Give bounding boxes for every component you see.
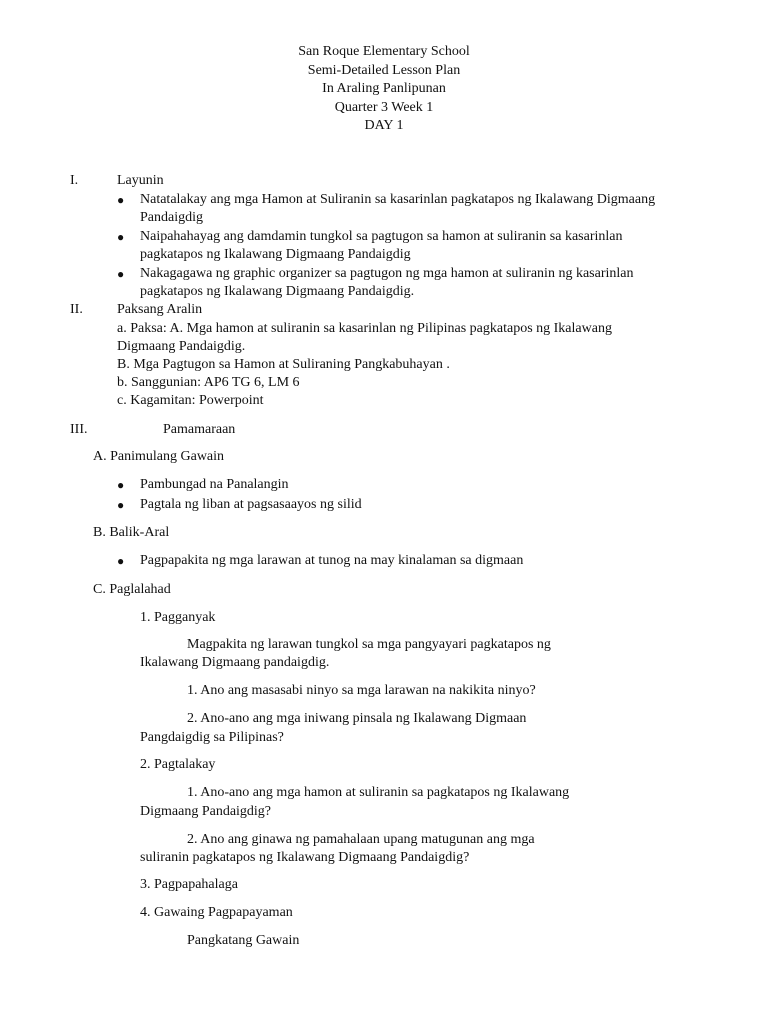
step-4-text: Pangkatang Gawain [187,933,300,948]
step-3-title: 3. Pagpapahalaga [140,877,238,892]
kagamitan-line: c. Kagamitan: Powerpoint [117,393,264,408]
step-2-question-1-line-1: 1. Ano-ano ang mga hamon at suliranin sa pagkatapos ng Ikalawang [187,785,570,800]
objective-3-line-2: pagkatapos ng Ikalawang Digmaang Pandaigdig. [140,284,415,299]
bullet-icon: ● [117,498,125,512]
step-1-text-line-1: Magpakita ng larawan tungkol sa mga pangyayari pagkatapos ng [187,637,551,652]
bullet-icon: ● [117,193,125,207]
objective-2-line-1: Naipahahayag ang damdamin tungkol sa pagtugon sa hamon at suliranin sa kasarinlan [140,229,623,244]
document-header [0,43,768,136]
step-2-question-2-line-1: 2. Ano ang ginawa ng pamahalaan upang matugunan ang mga [187,832,535,847]
objective-1-line-2: Pandaigdig [140,210,203,225]
bullet-icon: ● [117,230,125,244]
bullet-icon: ● [117,554,125,568]
section-title-layunin: Layunin [117,173,164,188]
step-2-question-1-line-2: Digmaang Pandaigdig? [140,804,272,819]
bullet-icon: ● [117,478,125,492]
paksa-line-3: B. Mga Pagtugon sa Hamon at Suliraning Pangkabuhayan . [117,357,450,372]
sanggunian-line: b. Sanggunian: AP6 TG 6, LM 6 [117,375,300,390]
step-2-question-2-line-2: suliranin pagkatapos ng Ikalawang Digmaang Pandaigdig? [140,850,470,865]
school-name: San Roque Elementary School [298,44,470,59]
objective-1-line-1: Natatalakay ang mga Hamon at Suliranin sa kasarinlan pagkatapos ng Ikalawang Digmaang [140,192,656,207]
objective-2-line-2: pagkatapos ng Ikalawang Digmaang Pandaigdig [140,247,411,262]
section-title-paksang-aralin: Paksang Aralin [117,302,203,317]
subject-title: In Araling Panlipunan [322,81,446,96]
step-1-question-2-line-1: 2. Ano-ano ang mga iniwang pinsala ng Ikalawang Digmaan [187,711,527,726]
day-label: DAY 1 [364,118,404,133]
section-title-pamamaraan: Pamamaraan [163,422,236,437]
paksa-line-2: Digmaang Pandaigdig. [117,339,246,354]
activity-bullet-1: Pambungad na Panalangin [140,477,289,492]
step-1-title: 1. Pagganyak [140,610,216,625]
step-2-title: 2. Pagtalakay [140,757,216,772]
subsection-b-title: B. Balik-Aral [93,525,170,540]
bullet-icon: ● [117,267,125,281]
subsection-a-title: A. Panimulang Gawain [93,449,225,464]
step-1-text-line-2: Ikalawang Digmaang pandaigdig. [140,655,330,670]
step-1-question-2-line-2: Pangdaigdig sa Pilipinas? [140,730,284,745]
objective-3-line-1: Nakagagawa ng graphic organizer sa pagtugon ng mga hamon at suliranin ng kasarinlan [140,266,634,281]
subsection-c-title: C. Paglalahad [93,582,171,597]
activity-bullet-2: Pagtala ng liban at pagsasaayos ng silid [140,497,362,512]
paksa-line-1: a. Paksa: A. Mga hamon at suliranin sa kasarinlan ng Pilipinas pagkatapos ng Ikalawang [117,321,612,336]
step-1-question-1: 1. Ano ang masasabi ninyo sa mga larawan na nakikita ninyo? [187,683,536,698]
section-numeral-ii: II. [70,302,83,317]
quarter-week: Quarter 3 Week 1 [334,99,434,115]
section-numeral-i: I. [70,173,79,188]
section-numeral-iii: III. [70,422,88,437]
step-4-title: 4. Gawaing Pagpapayaman [140,905,293,920]
review-bullet-1: Pagpapakita ng mga larawan at tunog na may kinalaman sa digmaan [140,553,524,568]
plan-type: Semi-Detailed Lesson Plan [307,62,461,78]
